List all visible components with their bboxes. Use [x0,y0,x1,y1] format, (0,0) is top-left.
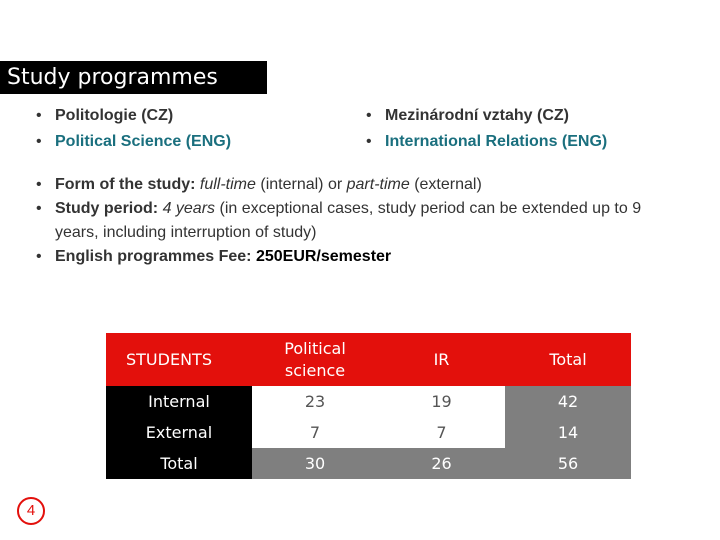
table-row [106,417,631,448]
table-cell: 56 [505,448,631,479]
table-header-cell: Political science [252,333,378,386]
table-cell: 23 [252,386,378,417]
table-header-cell: IR [378,333,505,386]
study-period-item: • Study period: 4 years (in exceptional cases, study period can be extended up to 9 years, including interruption of study) [30,197,665,245]
table-header-cell: Total [505,333,631,386]
table-header-cell: STUDENTS [106,333,252,386]
programmes-right-list [360,103,607,155]
form-of-study-item: • Form of the study: full-time (internal) or part-time (external) [30,173,665,197]
row-label: Internal [106,386,252,417]
table-cell: 14 [505,417,631,448]
programmes-left-list [30,103,231,155]
list-item[interactable] [30,129,231,155]
table-cell: 26 [378,448,505,479]
fee-value: 250EUR/semester [255,248,392,265]
page-number: 4 [17,497,45,525]
table-cell: 30 [252,448,378,479]
political-science-link[interactable]: Political Science (ENG) [55,133,232,150]
fee-item: • English programmes Fee: 250EUR/semester [30,245,665,269]
table-header-row [106,333,631,386]
row-label: Total [106,448,252,479]
students-table [106,333,631,479]
table-cell: 7 [252,417,378,448]
table-cell: 7 [378,417,505,448]
list-item[interactable] [360,129,607,155]
row-label: External [106,417,252,448]
study-info-list [30,173,665,269]
list-item: • Politologie (CZ) [30,103,231,129]
table-cell: 42 [505,386,631,417]
international-relations-link[interactable]: International Relations (ENG) [385,133,608,150]
page-title: Study programmes [7,65,218,90]
table-cell: 19 [378,386,505,417]
table-row [106,386,631,417]
list-item: • Mezinárodní vztahy (CZ) [360,103,607,129]
table-row [106,448,631,479]
